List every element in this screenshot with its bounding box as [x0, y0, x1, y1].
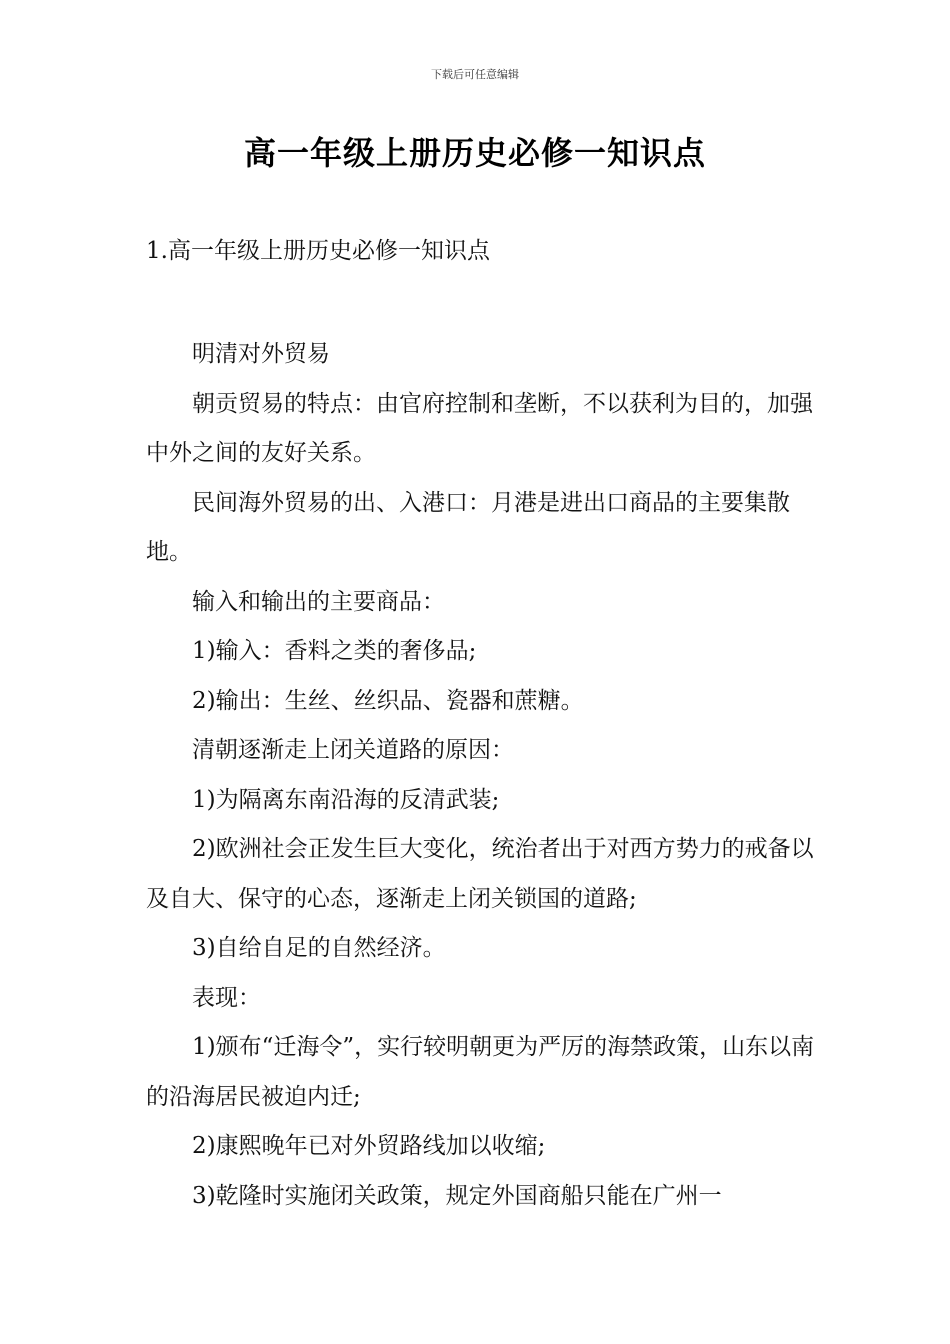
paragraph: 明清对外贸易 [192, 341, 330, 367]
paragraph: 表现： [192, 984, 261, 1011]
paragraph: 1)输入：香料之类的奢侈品; [192, 638, 477, 664]
paragraph: 民间海外贸易的出、入港口：月港是进出口商品的主要集散地。 [146, 489, 790, 565]
section-heading: 1.高一年级上册历史必修一知识点 [146, 238, 490, 264]
paragraph: 朝贡贸易的特点：由官府控制和垄断，不以获利为目的，加强中外之间的友好关系。 [146, 390, 813, 466]
page-title: 高一年级上册历史必修一知识点 [243, 134, 706, 172]
header-note: 下载后可任意编辑 [431, 68, 519, 81]
paragraph: 2)康熙晚年已对外贸路线加以收缩; [192, 1133, 546, 1159]
paragraph: 1)颁布“迁海令”，实行较明朝更为严厉的海禁政策，山东以南的沿海居民被迫内迁; [146, 1034, 815, 1110]
paragraph: 1)为隔离东南沿海的反清武装; [192, 786, 500, 813]
body-text [146, 330, 826, 1221]
paragraph: 清朝逐渐走上闭关道路的原因： [192, 737, 514, 763]
paragraph: 3)自给自足的自然经济。 [192, 935, 446, 961]
paragraph: 2)输出：生丝、丝织品、瓷器和蔗糖。 [192, 687, 584, 714]
paragraph: 2)欧洲社会正发生巨大变化，统治者出于对西方势力的戒备以及自大、保守的心态，逐渐走上闭关锁国的道路; [146, 836, 814, 912]
paragraph: 3)乾隆时实施闭关政策，规定外国商船只能在广州一 [192, 1182, 722, 1209]
paragraph: 输入和输出的主要商品： [192, 588, 445, 615]
